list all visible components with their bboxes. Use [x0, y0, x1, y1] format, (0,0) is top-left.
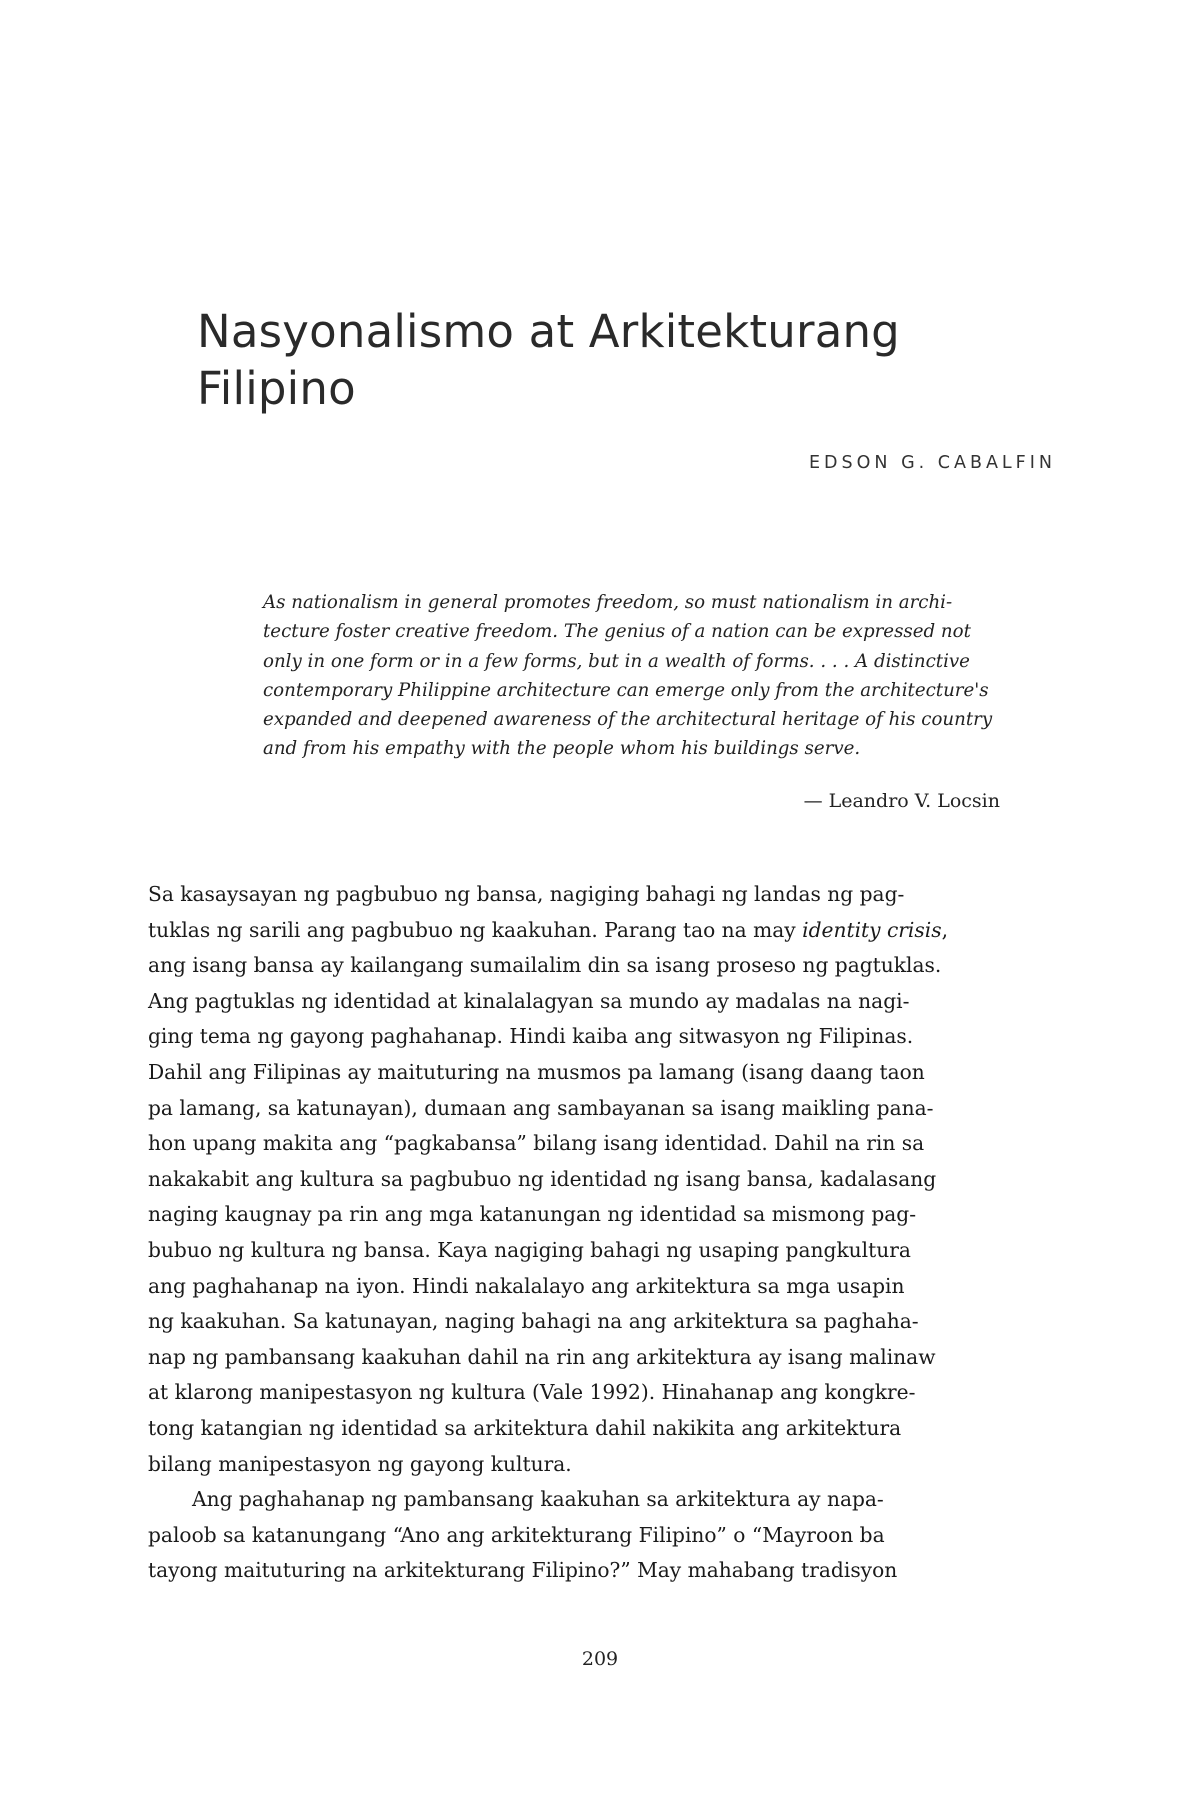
- epigraph-line: only in one form or in a few forms, but in a wealth of forms. . . . A distinctive: [263, 650, 970, 672]
- body-line-text: tuklas ng sarili ang pagbubuo ng kaakuhan. Parang tao na may: [148, 917, 803, 942]
- body-line: hon upang makita ang “pagkabansa” bilang isang identidad. Dahil na rin sa: [148, 1131, 925, 1156]
- body-line: bilang manipestasyon ng gayong kultura.: [148, 1451, 572, 1476]
- epigraph: [263, 588, 1015, 764]
- epigraph-line: contemporary Philippine architecture can emerge only from the architecture's: [263, 679, 989, 701]
- body-line-text: ,: [941, 917, 948, 942]
- body-line: nap ng pambansang kaakuhan dahil na rin ang arkitektura ay isang malinaw: [148, 1344, 936, 1369]
- body-line: Sa kasaysayan ng pagbubuo ng bansa, nagiging bahagi ng landas ng pag-: [148, 882, 905, 906]
- epigraph-line: tecture foster creative freedom. The genius of a nation can be expressed not: [263, 621, 971, 643]
- body-line: ging tema ng gayong paghahanap. Hindi kaiba ang sitwasyon ng Filipinas.: [148, 1024, 914, 1049]
- body-line: naging kaugnay pa rin ang mga katanungan ng identidad sa mismong pag-: [148, 1202, 917, 1227]
- article-title: [197, 303, 1077, 417]
- page-number: 209: [581, 1648, 619, 1670]
- emphasized-term: identity crisis: [802, 917, 942, 942]
- body-line: Dahil ang Filipinas ay maituturing na musmos pa lamang (isang daang taon: [148, 1059, 925, 1084]
- author-name: EDSON G. CABALFIN: [809, 453, 1056, 473]
- body-line: [148, 913, 1056, 949]
- epigraph-line: As nationalism in general promotes freedom, so must nationalism in archi-: [263, 592, 953, 613]
- epigraph-line: expanded and deepened awareness of the architectural heritage of his country: [263, 709, 993, 731]
- body-line: ang isang bansa ay kailangang sumailalim din sa isang proseso ng pagtuklas.: [148, 953, 942, 978]
- body-line: ng kaakuhan. Sa katunayan, naging bahagi na ang arkitektura sa paghaha-: [148, 1309, 919, 1334]
- epigraph-attribution: — Leandro V. Locsin: [803, 790, 1000, 812]
- epigraph-line: and from his empathy with the people whom his buildings serve.: [263, 738, 861, 760]
- body-line: ang paghahanap na iyon. Hindi nakalalayo ang arkitektura sa mga usapin: [148, 1273, 905, 1298]
- body-line: at klarong manipestasyon ng kultura (Vale 1992). Hinahanap ang kongkre-: [148, 1380, 916, 1405]
- article-title-line-2: Filipino: [197, 362, 356, 415]
- body-line: paloob sa katanungang “Ano ang arkitekturang Filipino” o “Mayroon ba: [148, 1522, 885, 1547]
- body-line: Ang paghahanap ng pambansang kaakuhan sa arkitektura ay napa-: [192, 1487, 884, 1512]
- body-line: tayong maituturing na arkitekturang Filipino?” May mahabang tradisyon: [148, 1558, 898, 1583]
- body-line: bubuo ng kultura ng bansa. Kaya nagiging bahagi ng usaping pangkultura: [148, 1237, 911, 1262]
- body-line: pa lamang, sa katunayan), dumaan ang sambayanan sa isang maikling pana-: [148, 1095, 934, 1120]
- body-line: tong katangian ng identidad sa arkitektura dahil nakikita ang arkitektura: [148, 1415, 902, 1440]
- article-title-line-1: Nasyonalismo at Arkitekturang: [197, 305, 900, 358]
- body-line: Ang pagtuklas ng identidad at kinalalagyan sa mundo ay madalas na nagi-: [148, 988, 910, 1013]
- body-line: nakakabit ang kultura sa pagbubuo ng identidad ng isang bansa, kadalasang: [148, 1166, 937, 1191]
- body-text: [148, 877, 1056, 1589]
